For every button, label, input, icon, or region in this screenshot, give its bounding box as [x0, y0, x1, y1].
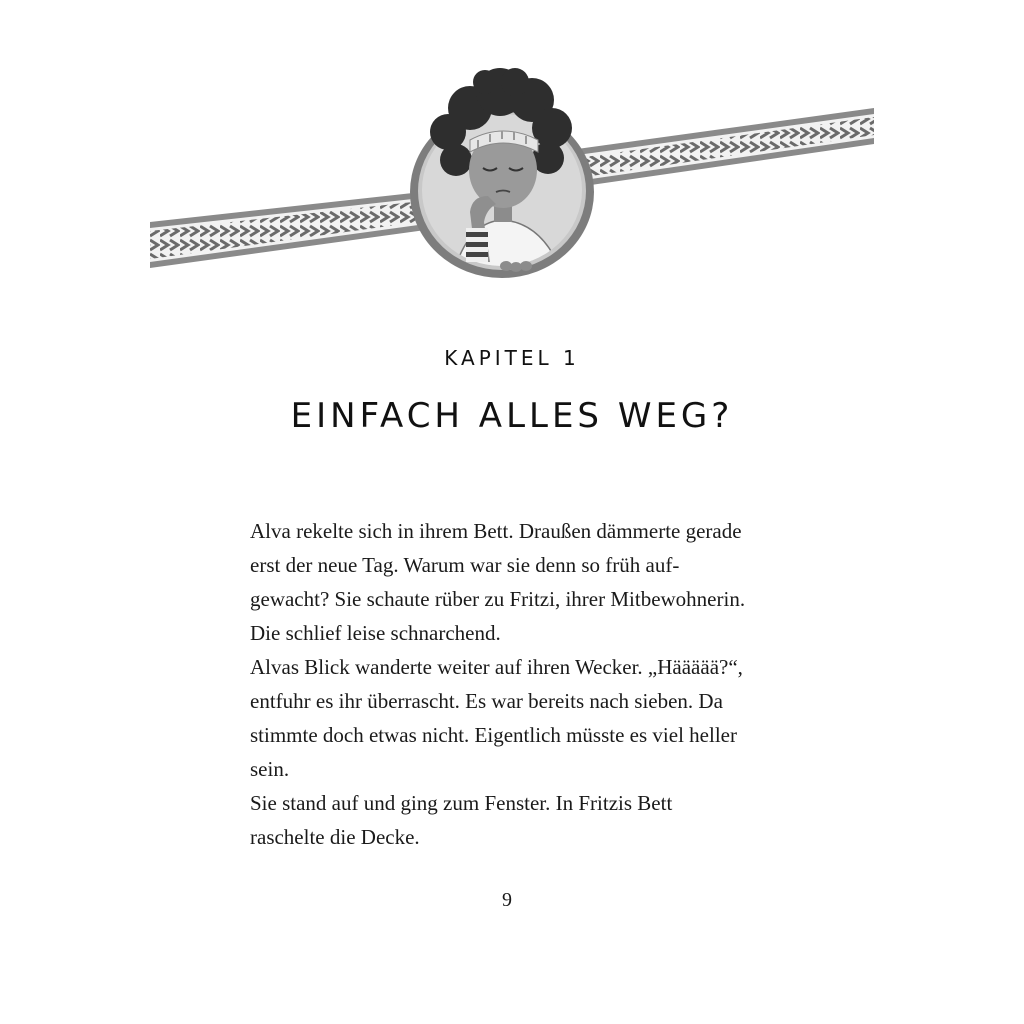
chapter-label: KAPITEL 1	[444, 346, 580, 370]
left-ribbon	[150, 190, 440, 268]
body-line: erst der neue Tag. Warum war sie denn so früh auf-	[250, 553, 680, 577]
body-line: stimmte doch etwas nicht. Eigentlich müsste es viel heller	[250, 723, 737, 747]
body-line: Die schlief leise schnarchend.	[250, 621, 501, 645]
body-line: raschelte die Decke.	[250, 825, 420, 849]
body-line: entfuhr es ihr überrascht. Es war bereits nach sieben. Da	[250, 689, 723, 713]
chapter-title: EINFACH ALLES WEG?	[290, 396, 734, 436]
body-line: gewacht? Sie schaute rüber zu Fritzi, ihrer Mitbewohnerin.	[250, 587, 746, 611]
body-line: sein.	[250, 757, 290, 781]
body-text	[250, 514, 790, 854]
body-line: Alva rekelte sich in ihrem Bett. Draußen dämmerte gerade	[250, 519, 742, 543]
body-line: Alvas Blick wanderte weiter auf ihren Wecker. „Häääää?“,	[250, 655, 743, 679]
right-ribbon	[570, 108, 874, 188]
chapter-banner-illustration	[0, 0, 1024, 300]
page-number: 9	[502, 889, 512, 911]
body-line: Sie stand auf und ging zum Fenster. In Fritzis Bett	[250, 791, 673, 815]
